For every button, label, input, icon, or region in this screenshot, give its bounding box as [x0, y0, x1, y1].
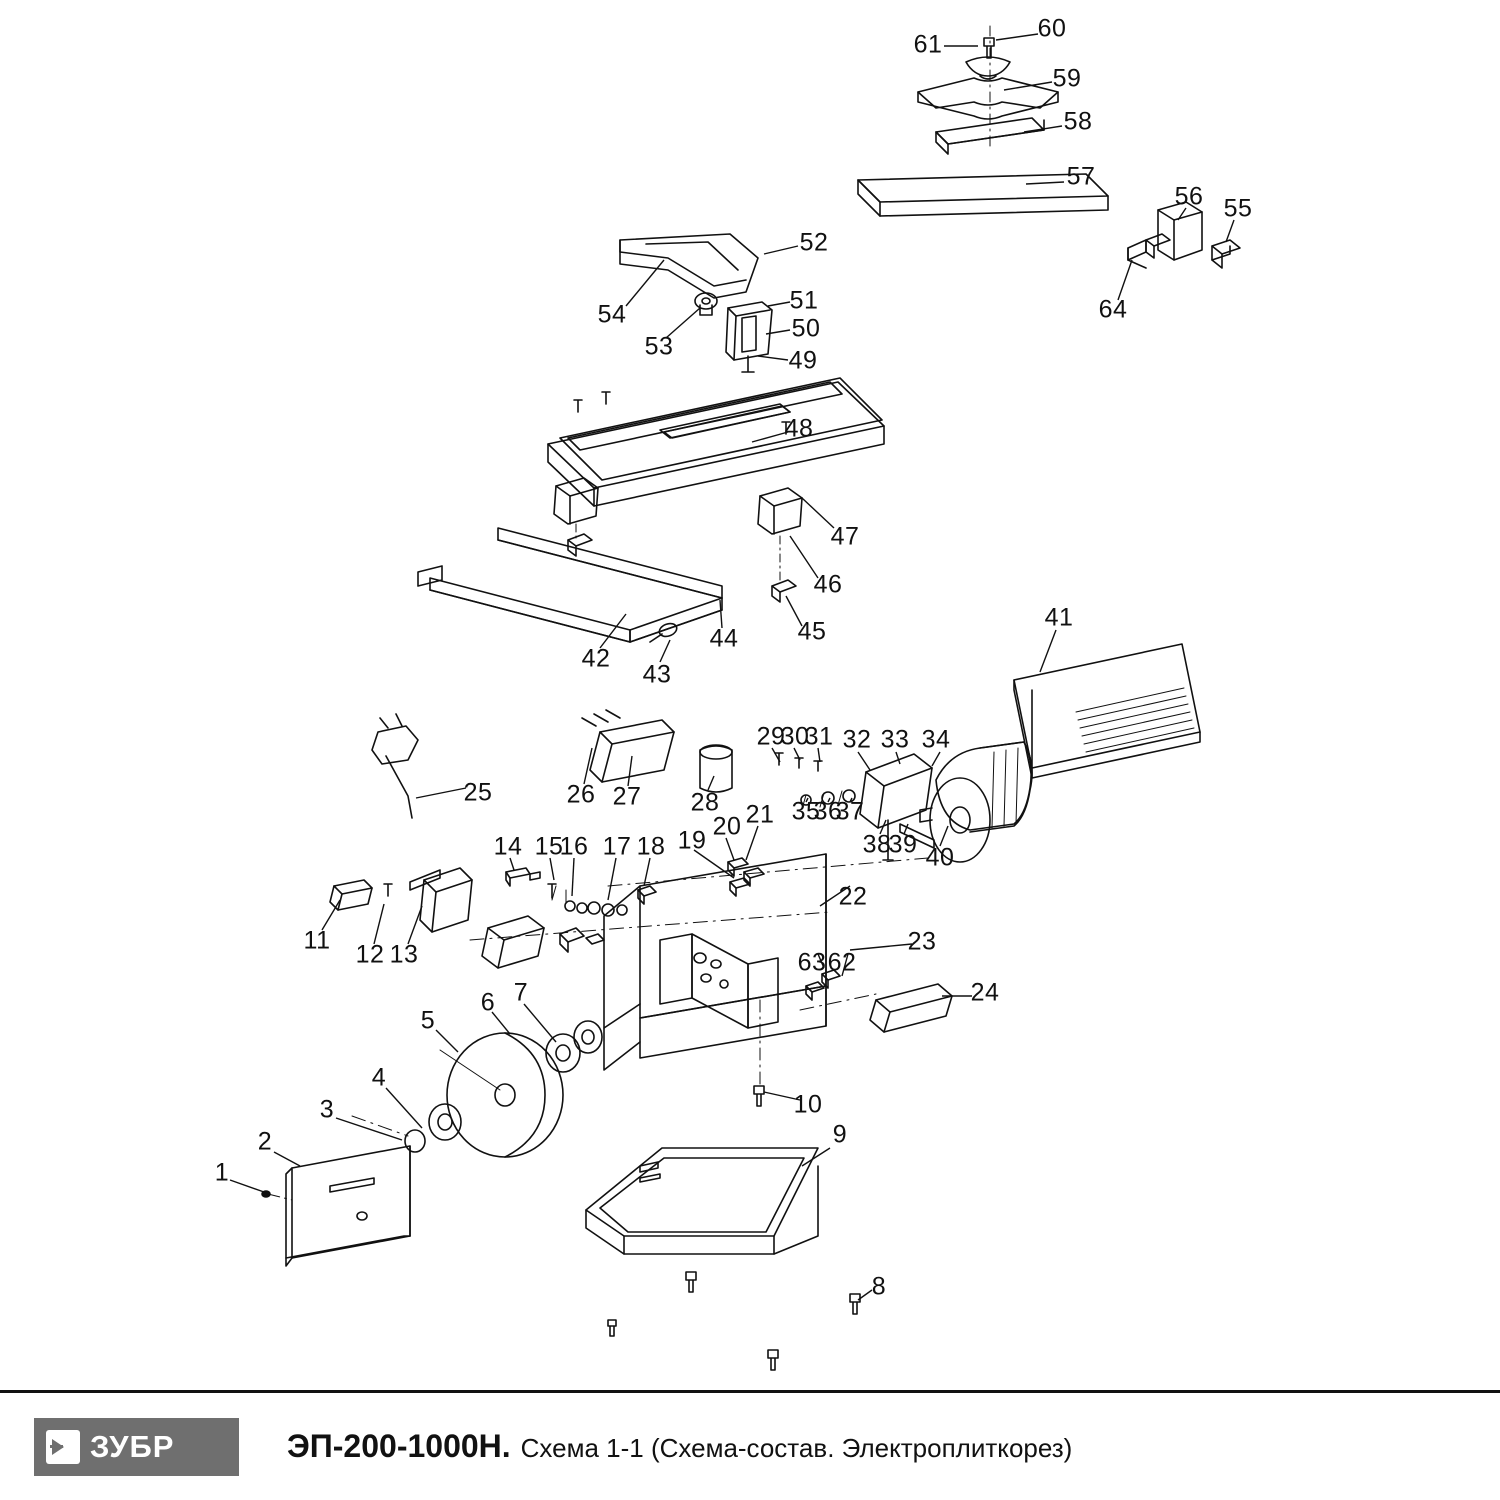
callout-48: 48: [784, 414, 814, 443]
callout-4: 4: [371, 1063, 387, 1092]
callout-63: 63: [797, 948, 827, 977]
callout-49: 49: [788, 346, 818, 375]
callout-55: 55: [1223, 194, 1253, 223]
callout-13: 13: [389, 940, 419, 969]
callout-53: 53: [644, 332, 674, 361]
callout-5: 5: [420, 1006, 436, 1035]
callout-31: 31: [804, 722, 834, 751]
callout-64: 64: [1098, 295, 1128, 324]
callout-28: 28: [690, 788, 720, 817]
callout-54: 54: [597, 300, 627, 329]
callout-2: 2: [257, 1127, 273, 1156]
callout-20: 20: [712, 812, 742, 841]
callout-29: 29: [756, 722, 786, 751]
callout-8: 8: [871, 1272, 887, 1301]
callout-61: 61: [913, 30, 943, 59]
brand-name: ЗУБР: [90, 1428, 175, 1464]
callout-1: 1: [214, 1158, 230, 1187]
callout-52: 52: [799, 228, 829, 257]
callout-62: 62: [827, 948, 857, 977]
callout-19: 19: [677, 826, 707, 855]
footer-bar: [0, 1390, 1500, 1500]
callout-43: 43: [642, 660, 672, 689]
callout-26: 26: [566, 780, 596, 809]
callout-27: 27: [612, 782, 642, 811]
callout-47: 47: [830, 522, 860, 551]
callout-45: 45: [797, 617, 827, 646]
callout-51: 51: [789, 286, 819, 315]
scheme-description: Схема 1-1 (Схема-состав. Электроплиткорез): [520, 1433, 1073, 1463]
callout-60: 60: [1037, 14, 1067, 43]
callout-34: 34: [921, 725, 951, 754]
callout-15: 15: [534, 832, 564, 861]
callout-10: 10: [793, 1090, 823, 1119]
callout-40: 40: [925, 843, 955, 872]
callout-36: 36: [813, 797, 843, 826]
callout-12: 12: [355, 940, 385, 969]
callout-21: 21: [745, 800, 775, 829]
callout-41: 41: [1044, 603, 1074, 632]
brand-logo: [34, 1418, 239, 1476]
callout-38: 38: [862, 830, 892, 859]
callout-39: 39: [888, 830, 918, 859]
callout-9: 9: [832, 1120, 848, 1149]
callout-57: 57: [1066, 162, 1096, 191]
arrow-icon: [46, 1430, 80, 1464]
callout-22: 22: [838, 882, 868, 911]
callout-16: 16: [559, 832, 589, 861]
callout-11: 11: [303, 926, 331, 955]
callout-37: 37: [835, 797, 865, 826]
callout-58: 58: [1063, 107, 1093, 136]
callout-35: 35: [791, 797, 821, 826]
callout-3: 3: [319, 1095, 335, 1124]
callout-18: 18: [636, 832, 666, 861]
footer-title: [287, 1428, 1072, 1465]
callout-50: 50: [791, 314, 821, 343]
callout-56: 56: [1174, 182, 1204, 211]
callout-14: 14: [493, 832, 523, 861]
callout-59: 59: [1052, 64, 1082, 93]
callout-7: 7: [513, 978, 529, 1007]
callout-42: 42: [581, 644, 611, 673]
callout-44: 44: [709, 624, 739, 653]
callout-23: 23: [907, 927, 937, 956]
callout-25: 25: [463, 778, 493, 807]
callout-33: 33: [880, 725, 910, 754]
model-number: ЭП-200-1000Н.: [287, 1428, 511, 1464]
callout-30: 30: [780, 722, 810, 751]
callout-17: 17: [602, 832, 632, 861]
callout-6: 6: [480, 988, 496, 1017]
callout-46: 46: [813, 570, 843, 599]
callout-24: 24: [970, 978, 1000, 1007]
callout-32: 32: [842, 725, 872, 754]
